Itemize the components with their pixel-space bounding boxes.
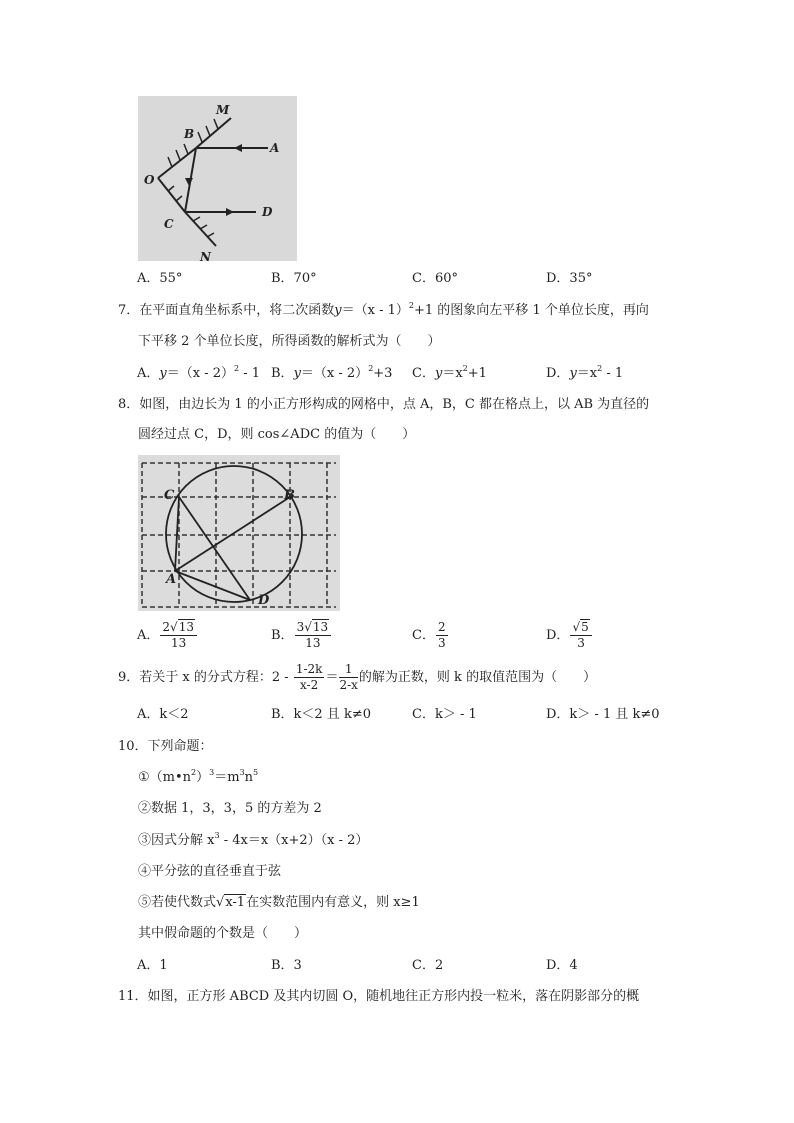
q9-number: 9． xyxy=(118,670,140,685)
q8-option-c-den: 3 xyxy=(437,636,446,650)
q9-option-d[interactable]: D．k＞ - 1 且 k≠0 xyxy=(546,707,660,722)
q8-option-d-fraction: $\frac{√5}{3}$ xyxy=(570,620,591,651)
q8-option-d-den: 3 xyxy=(577,636,585,650)
q7-option-b-tail: +3 xyxy=(373,366,393,381)
q7-exp: 2 xyxy=(408,301,415,310)
q9-fraction-2 xyxy=(339,662,357,693)
q10-option-b[interactable]: B．3 xyxy=(271,958,302,973)
q10-item1-c: ） xyxy=(196,770,210,785)
q6-option-b[interactable]: B．70° xyxy=(271,271,317,286)
q7-option-a-expr: ＝（x - 2） xyxy=(166,366,235,381)
q7-text-a: 在平面直角坐标系中，将二次函数 xyxy=(139,303,335,318)
q7-option-c-expr: ＝x xyxy=(442,366,463,381)
q10-item1-e: ＝m xyxy=(214,770,240,785)
q8-option-a-fraction: $\frac{2√13}{13}$ xyxy=(160,620,197,651)
q8-option-b-fraction: $\frac{3√13}{13}$ xyxy=(295,620,332,651)
q8-option-c-fraction xyxy=(436,620,448,651)
q7-text-e: +1 的图象向左平移 1 个单位长度，再向 xyxy=(414,303,649,318)
q8-label-c: C xyxy=(164,488,175,503)
q8-option-c[interactable] xyxy=(412,620,449,652)
q8-option-c-num: 2 xyxy=(437,620,446,634)
q7-option-b-exp: 2 xyxy=(368,364,374,373)
q10-item5-rad: x-1 xyxy=(225,895,246,910)
q7-option-a-tail: - 1 xyxy=(239,366,261,381)
q10-item-1 xyxy=(118,769,258,787)
q9-fraction-1 xyxy=(294,662,325,693)
q7-var-y: y xyxy=(334,303,342,318)
q8-option-b-rad: 13 xyxy=(312,620,329,634)
q7-option-b-label: B． xyxy=(271,366,294,381)
q10-item-5: ⑤若使代数式√x-1在实数范围内有意义，则 x≥1 xyxy=(138,895,420,910)
q7-text-c: ＝（x - 1） xyxy=(341,303,409,318)
q8-figure xyxy=(138,455,340,611)
q8-option-d-label: D． xyxy=(546,628,570,643)
q9-stem xyxy=(118,662,596,694)
q10-number: 10． xyxy=(118,739,148,754)
q7-option-a-exp: 2 xyxy=(234,364,240,373)
q7-option-c-exp: 2 xyxy=(462,364,468,373)
q11-stem xyxy=(118,988,639,1006)
q11-text: 如图，正方形 ABCD 及其内切圆 O，随机地往正方形内投一粒米，落在阴影部分的概 xyxy=(147,989,640,1004)
q10-item1-a: ①（m•n xyxy=(138,770,192,785)
q7-option-a[interactable] xyxy=(137,365,260,383)
q9-option-c[interactable]: C．k＞ - 1 xyxy=(412,707,477,722)
q10-option-d[interactable]: D．4 xyxy=(546,958,578,973)
q6-label-o: O xyxy=(144,173,155,187)
q8-option-b-coef: 3 xyxy=(296,620,305,634)
q7-option-d-tail: - 1 xyxy=(602,366,624,381)
q9-f1-num: 1-2k xyxy=(295,662,323,676)
q8-option-c-label: C． xyxy=(412,628,435,643)
q7-option-c[interactable] xyxy=(412,365,487,383)
q8-option-b[interactable] xyxy=(271,620,332,652)
q11-number: 11． xyxy=(118,989,148,1004)
q6-label-m: M xyxy=(216,103,230,117)
q7-number: 7． xyxy=(118,303,140,318)
q7-option-b-var: y xyxy=(293,366,301,381)
q7-option-b[interactable] xyxy=(271,365,392,383)
q7-option-c-tail: +1 xyxy=(467,366,487,381)
q6-label-a: A xyxy=(270,141,280,155)
q7-option-d-exp: 2 xyxy=(597,364,603,373)
q8-option-b-label: B． xyxy=(271,628,294,643)
q10-item5-a: ⑤若使代数式 xyxy=(138,895,217,910)
q7-option-c-label: C． xyxy=(412,366,435,381)
q8-label-d: D xyxy=(258,593,270,608)
q10-item1-g: n xyxy=(244,770,254,785)
q10-question: 其中假命题的个数是（ ） xyxy=(138,926,308,941)
q10-item1-b: 2 xyxy=(191,768,197,777)
q7-option-a-var: y xyxy=(159,366,167,381)
q10-option-a[interactable]: A．1 xyxy=(137,958,168,973)
q10-item3-b: 3 xyxy=(214,831,220,840)
q9-post: 的解为正数，则 k 的取值范围为（ ） xyxy=(358,670,597,685)
q10-item1-f: 3 xyxy=(239,768,245,777)
q8-label-a: A xyxy=(166,572,177,587)
q8-stem-line1 xyxy=(118,396,649,414)
q6-option-a[interactable]: A．55° xyxy=(137,271,183,286)
q8-option-b-den: 13 xyxy=(305,636,321,650)
q6-label-d: D xyxy=(262,205,273,219)
q10-option-c[interactable]: C．2 xyxy=(412,958,444,973)
q8-option-d[interactable] xyxy=(546,620,593,652)
q6-label-n: N xyxy=(200,250,211,261)
q10-item-4: ④平分弦的直径垂直于弦 xyxy=(138,864,282,879)
q9-option-b[interactable]: B．k＜2 且 k≠0 xyxy=(271,707,372,722)
q10-item3-c: - 4x＝x（x+2）（x - 2） xyxy=(219,833,369,848)
q9-f2-num: 1 xyxy=(339,662,357,678)
q7-option-d-var: y xyxy=(569,366,577,381)
q6-option-c[interactable]: C．60° xyxy=(412,271,458,286)
q7-stem-line2: 下平移 2 个单位长度，所得函数的解析式为（ ） xyxy=(138,334,441,349)
q10-item-3 xyxy=(118,832,368,850)
q6-label-b: B xyxy=(184,127,195,141)
q7-option-d-expr: ＝x xyxy=(576,366,598,381)
q10-title xyxy=(118,738,213,756)
q7-option-a-label: A． xyxy=(137,366,160,381)
q9-f1-den: x-2 xyxy=(300,678,319,692)
q10-item-2: ②数据 1，3，3，5 的方差为 2 xyxy=(138,801,322,816)
q8-diagram xyxy=(138,455,340,611)
q7-option-b-expr: ＝（x - 2） xyxy=(300,366,369,381)
q10-title-text: 下列命题： xyxy=(147,739,213,754)
q7-option-d[interactable] xyxy=(546,365,623,383)
q8-stem-line2: 圆经过点 C，D，则 cos∠ADC 的值为（ ） xyxy=(138,427,416,442)
q6-figure xyxy=(138,96,297,261)
q8-option-a[interactable] xyxy=(137,620,198,652)
q9-eq: ＝ xyxy=(325,670,339,685)
q10-item1-h: 5 xyxy=(253,768,259,777)
q8-option-a-rad: 13 xyxy=(178,620,194,634)
q6-label-c: C xyxy=(164,217,174,231)
q8-option-a-label: A． xyxy=(137,628,160,643)
q8-option-a-den: 13 xyxy=(171,636,187,650)
q7-stem-line1 xyxy=(118,302,649,320)
q6-option-d[interactable]: D．35° xyxy=(546,271,593,286)
q6-diagram xyxy=(138,96,297,261)
q8-option-d-rad: 5 xyxy=(581,620,589,634)
q8-label-b: B xyxy=(284,488,295,503)
q9-f2-den: 2-x xyxy=(339,678,358,692)
q9-option-a[interactable]: A．k＜2 xyxy=(137,707,189,722)
q8-text-1: 如图，由边长为 1 的小正方形构成的网格中，点 A，B，C 都在格点上，以 AB 为直径的 xyxy=(139,397,650,412)
q7-option-d-label: D． xyxy=(546,366,570,381)
q9-pre: 若关于 x 的分式方程：2 - xyxy=(139,670,289,685)
q10-item1-d: 3 xyxy=(209,768,215,777)
q10-item3-a: ③因式分解 x xyxy=(138,833,215,848)
q8-number: 8． xyxy=(118,397,140,412)
q7-option-c-var: y xyxy=(434,366,443,381)
q8-option-a-coef: 2 xyxy=(162,620,171,634)
q10-item5-b: 在实数范围内有意义，则 x≥1 xyxy=(246,895,420,910)
